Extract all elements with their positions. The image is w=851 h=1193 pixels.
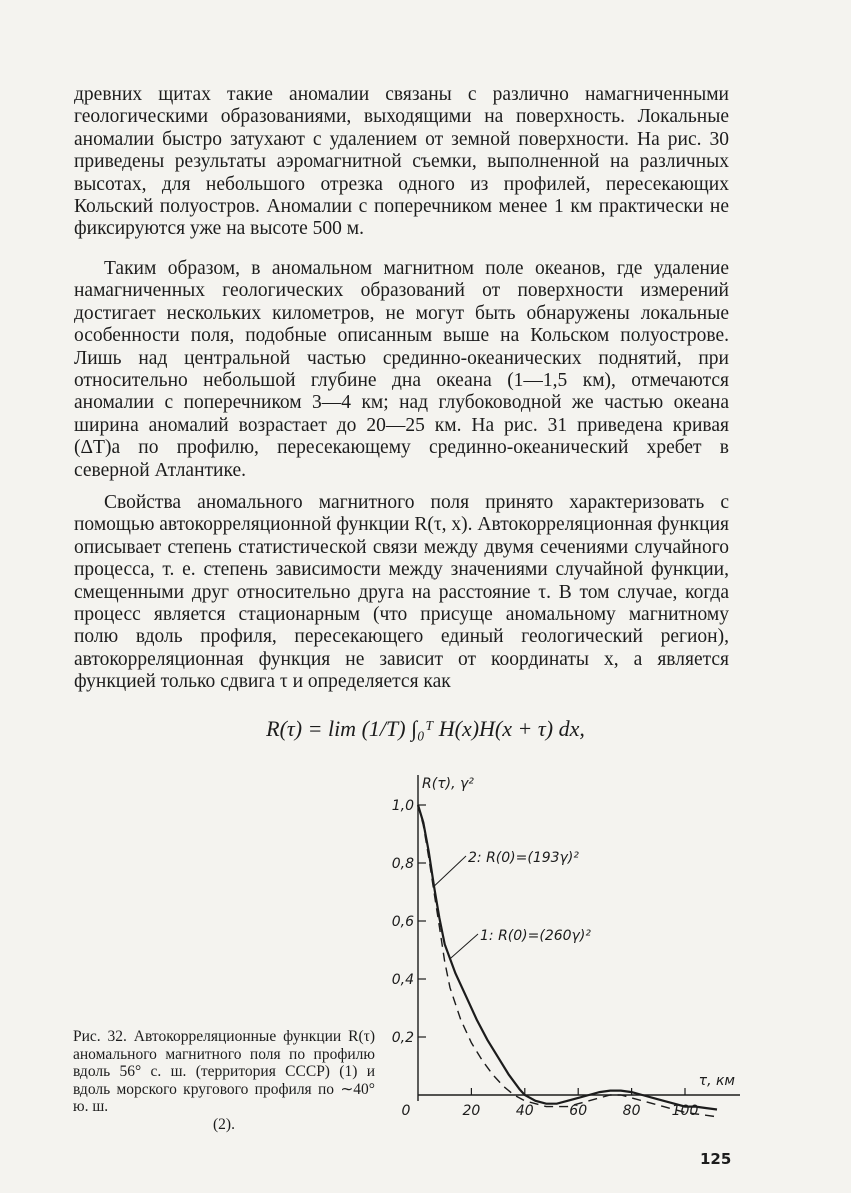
x-tick-label: 40 (515, 1103, 534, 1119)
caption-text: Рис. 32. Автокорреляционные функции R(τ) аномального магнитного поля по профилю вдоль 56° с. ш. (территория СССР) (1) и вдоль морского кругового профиля по ∼40° ю. ш. (73, 1028, 375, 1115)
paragraph-3: Свойства аномального магнитного поля принято характеризовать с помощью автокорреляционной функции R(τ, x). Автокорреляционная функция описывает степень статистической связи между двумя сечениями случайного процесса, т. е. степень зависимости между значениями случайной функции, смещенными друг относительно друга на расстояние τ. В том случае, когда процесс является стационарным (что присуще аномальному магнитному полю вдоль профиля, пересекающего единый геологический регион), автокорреляционная функция не зависит от координаты x, а является функцией только сдвига τ и определяется как (74, 492, 729, 693)
y-tick-label: 0,2 (391, 1030, 414, 1046)
caption-last-line: (2). (213, 1115, 235, 1133)
autocorrelation-chart (380, 760, 755, 1140)
chart-layer (392, 775, 740, 1119)
y-tick-label: 0,4 (391, 972, 414, 988)
x-axis-label: τ, км (698, 1073, 735, 1089)
y-tick-label: 0,6 (391, 914, 414, 930)
annotation-series-1: 1: R(0)=(260γ)² (480, 928, 591, 944)
x-tick-label: 80 (622, 1103, 641, 1119)
x-tick-label: 20 (462, 1103, 481, 1119)
y-axis-label: R(τ), γ² (422, 776, 474, 792)
x-tick-label: 60 (569, 1103, 588, 1119)
y-tick-label: 1,0 (391, 798, 414, 814)
paragraph-1: древних щитах такие аномалии связаны с различно намагниченными геологическими образованиями, выходящими на поверхность. Локальные аномалии быстро затухают с удалением от земной поверхности. На рис. 30 приведены результаты аэромагнитной съемки, выполненной на различных высотах, для небольшого отрезка одного из профилей, пересекающих Кольский полуостров. Аномалии с поперечником менее 1 км практически не фиксируются уже на высоте 500 м. (74, 84, 729, 240)
x-tick-label: 0 (401, 1103, 411, 1119)
paragraph-2: Таким образом, в аномальном магнитном поле океанов, где удаление намагниченных геологических образований от поверхности измерений достигает нескольких километров, не могут быть обнаружены локальные особенности поля, подобные описанным выше на Кольском полуострове. Лишь над центральной частью срединно-океанических поднятий, при относительно небольшой глубине дна океана (1—1,5 км), отмечаются аномалии с поперечником 3—4 км; над глубоководной же частью океана ширина аномалий возрастает до 20—25 км. На рис. 31 приведена кривая (ΔT)а по профилю, пересекающему срединно-океанический хребет в северной Атлантике. (74, 258, 729, 481)
annotation-2-leader (434, 856, 466, 886)
page-number: 125 (700, 1150, 732, 1168)
autocorrelation-formula: R(τ) = lim (1/T) ∫₀ᵀ H(x)H(x + τ) dx, (266, 716, 585, 741)
annotation-series-2: 2: R(0)=(193γ)² (468, 850, 579, 866)
figure-caption (73, 1028, 375, 1133)
x-tick-label: 100 (671, 1103, 699, 1119)
y-tick-label: 0,8 (391, 856, 414, 872)
annotation-1-leader (450, 934, 478, 959)
